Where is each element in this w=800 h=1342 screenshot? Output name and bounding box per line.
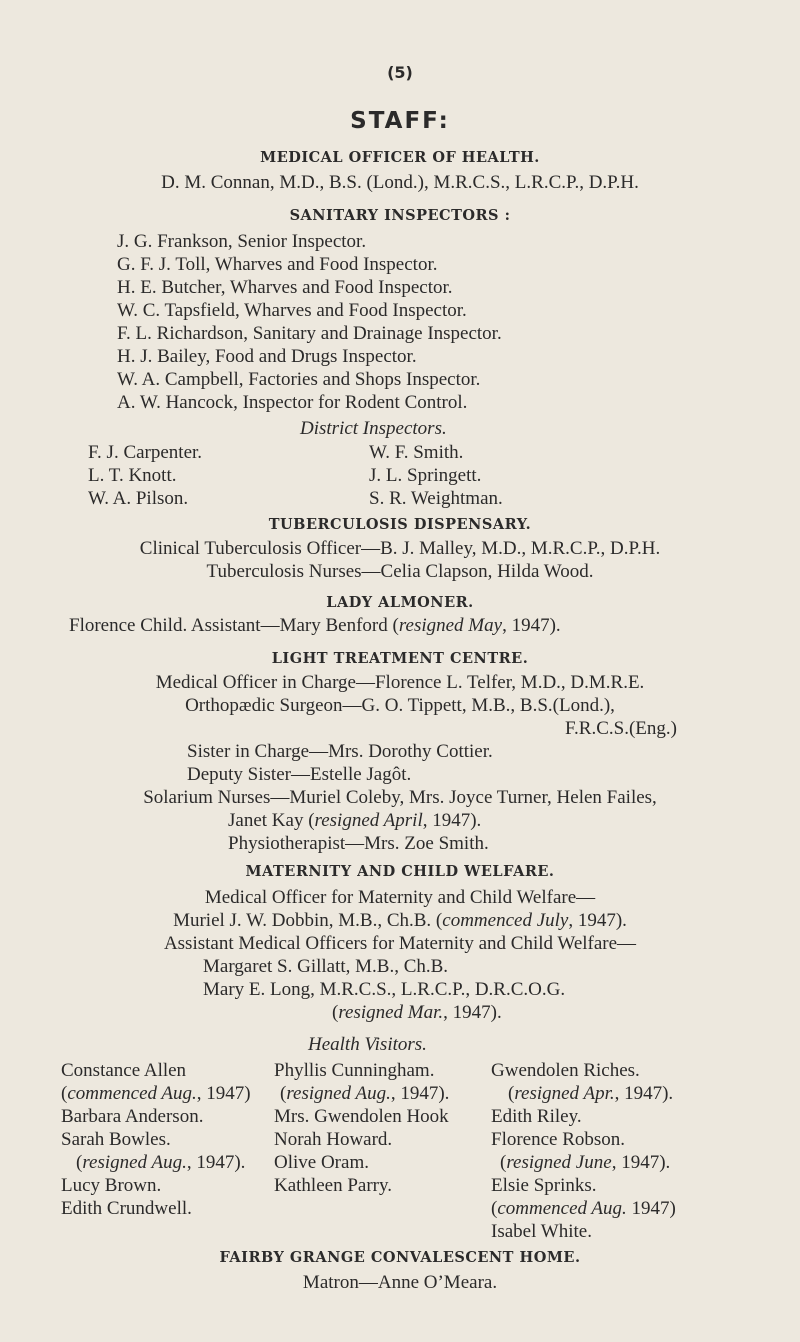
sanitary-item: F. L. Richardson, Sanitary and Drainage Inspector.	[117, 323, 502, 344]
sanitary-item: G. F. J. Toll, Wharves and Food Inspector.	[117, 254, 438, 275]
light-heading: LIGHT TREATMENT CENTRE.	[271, 650, 529, 667]
page-number: (5)	[387, 63, 413, 82]
health-visitor: Constance Allen	[61, 1060, 187, 1081]
health-visitor: Edith Crundwell.	[61, 1198, 192, 1219]
mcw-assistant: Mary E. Long, M.R.C.S., L.R.C.P., D.R.C.O.G.	[203, 979, 566, 1000]
sanitary-heading: SANITARY INSPECTORS :	[289, 207, 511, 224]
tb-officer: Clinical Tuberculosis Officer—B. J. Malley, M.D., M.R.C.P., D.P.H.	[139, 538, 661, 559]
health-visitor: Phyllis Cunningham.	[274, 1060, 435, 1081]
health-visitor: Isabel White.	[491, 1221, 592, 1242]
district-inspectors-heading: District Inspectors.	[300, 418, 447, 439]
light-sister: Sister in Charge—Mrs. Dorothy Cottier.	[187, 741, 493, 762]
mcw-assistant-note: (resigned Mar., 1947).	[332, 1002, 502, 1023]
health-visitor: Florence Robson.	[491, 1129, 626, 1150]
light-nurses: Solarium Nurses—Muriel Coleby, Mrs. Joyce Turner, Helen Failes,	[143, 787, 657, 808]
light-physio: Physiotherapist—Mrs. Zoe Smith.	[228, 833, 489, 854]
sanitary-item: H. J. Bailey, Food and Drugs Inspector.	[117, 346, 417, 367]
almoner-line: Florence Child. Assistant—Mary Benford (resigned May, 1947).	[69, 615, 561, 636]
mcw-assistants: Assistant Medical Officers for Maternity and Child Welfare—	[163, 933, 637, 954]
health-visitor: Gwendolen Riches.	[491, 1060, 640, 1081]
health-visitor: Mrs. Gwendolen Hook	[274, 1106, 449, 1127]
district-inspector: F. J. Carpenter.	[88, 442, 203, 463]
moh-name: D. M. Connan, M.D., B.S. (Lond.), M.R.C.S., L.R.C.P., D.P.H.	[161, 172, 639, 193]
district-inspector: W. F. Smith.	[369, 442, 464, 463]
light-nurses-cont: Janet Kay (resigned April, 1947).	[228, 810, 482, 831]
mcw-assistant: Margaret S. Gillatt, M.B., Ch.B.	[203, 956, 449, 977]
health-visitor-note: (commenced Aug. 1947)	[491, 1198, 676, 1219]
health-visitors-heading: Health Visitors.	[308, 1034, 427, 1055]
tb-nurses: Tuberculosis Nurses—Celia Clapson, Hilda Wood.	[206, 561, 594, 582]
mcw-heading: MATERNITY AND CHILD WELFARE.	[245, 863, 555, 880]
health-visitor-note: (resigned Apr., 1947).	[508, 1083, 674, 1104]
mcw-officer-name: Muriel J. W. Dobbin, M.B., Ch.B. (commenced July, 1947).	[173, 910, 627, 931]
light-deputy: Deputy Sister—Estelle Jagôt.	[187, 764, 412, 785]
health-visitor-note: (resigned Aug., 1947).	[76, 1152, 246, 1173]
health-visitor: Edith Riley.	[491, 1106, 582, 1127]
district-inspector: W. A. Pilson.	[88, 488, 189, 509]
health-visitor-note: (resigned Aug., 1947).	[280, 1083, 450, 1104]
health-visitor: Barbara Anderson.	[61, 1106, 204, 1127]
mcw-officer: Medical Officer for Maternity and Child Welfare—	[204, 887, 596, 908]
sanitary-item: W. C. Tapsfield, Wharves and Food Inspector.	[117, 300, 467, 321]
fairby-matron: Matron—Anne O’Meara.	[302, 1272, 498, 1293]
moh-heading: MEDICAL OFFICER OF HEALTH.	[260, 149, 540, 166]
fairby-heading: FAIRBY GRANGE CONVALESCENT HOME.	[219, 1249, 581, 1266]
health-visitor: Kathleen Parry.	[274, 1175, 392, 1196]
district-inspector: S. R. Weightman.	[369, 488, 503, 509]
health-visitor: Elsie Sprinks.	[491, 1175, 597, 1196]
page-title: STAFF:	[350, 108, 450, 134]
sanitary-item: H. E. Butcher, Wharves and Food Inspector.	[117, 277, 453, 298]
sanitary-item: A. W. Hancock, Inspector for Rodent Control.	[117, 392, 468, 413]
health-visitor-note: (resigned June, 1947).	[500, 1152, 671, 1173]
health-visitor: Lucy Brown.	[61, 1175, 162, 1196]
district-inspector: L. T. Knott.	[88, 465, 177, 486]
sanitary-item: J. G. Frankson, Senior Inspector.	[117, 231, 367, 252]
light-officer: Medical Officer in Charge—Florence L. Telfer, M.D., D.M.R.E.	[155, 672, 645, 693]
light-surgeon: Orthopædic Surgeon—G. O. Tippett, M.B., B.S.(Lond.),	[185, 695, 615, 716]
health-visitor: Olive Oram.	[274, 1152, 369, 1173]
health-visitor: Norah Howard.	[274, 1129, 393, 1150]
district-inspector: J. L. Springett.	[369, 465, 482, 486]
sanitary-item: W. A. Campbell, Factories and Shops Inspector.	[117, 369, 481, 390]
tb-heading: TUBERCULOSIS DISPENSARY.	[268, 516, 532, 533]
health-visitor-note: (commenced Aug., 1947)	[61, 1083, 251, 1104]
health-visitor: Sarah Bowles.	[61, 1129, 171, 1150]
light-surgeon-qual: F.R.C.S.(Eng.)	[565, 718, 677, 739]
almoner-heading: LADY ALMONER.	[326, 594, 474, 611]
